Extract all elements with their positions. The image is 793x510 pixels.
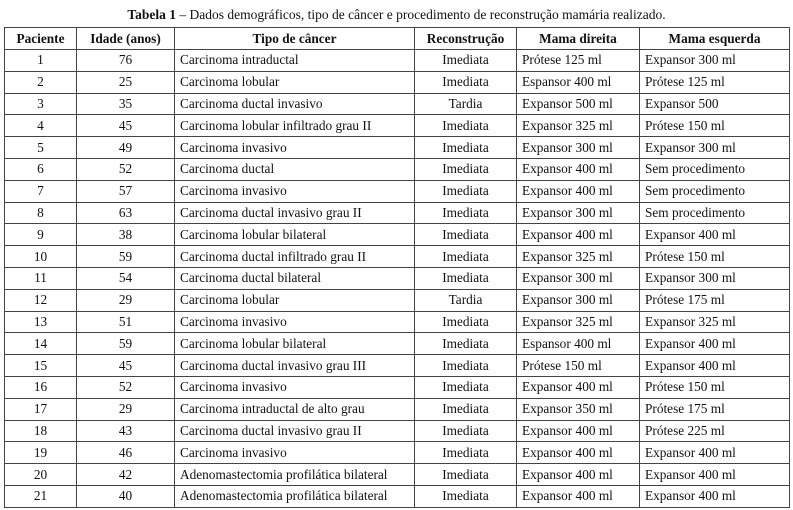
table-row	[5, 333, 790, 355]
cell-reconstrucao: Imediata	[415, 71, 517, 93]
cell-mama-direita: Expansor 325 ml	[517, 246, 640, 268]
header-idade: Idade (anos)	[77, 28, 175, 50]
table-row	[5, 311, 790, 333]
cell-mama-direita: Expansor 325 ml	[517, 115, 640, 137]
table-row	[5, 420, 790, 442]
cell-reconstrucao: Imediata	[415, 50, 517, 72]
table-row	[5, 50, 790, 72]
cell-mama-direita: Expansor 400 ml	[517, 376, 640, 398]
cell-paciente: 2	[5, 71, 77, 93]
cell-mama-esquerda: Expansor 400 ml	[640, 464, 790, 486]
cell-reconstrucao: Imediata	[415, 246, 517, 268]
cell-paciente: 15	[5, 355, 77, 377]
cell-mama-direita: Expansor 400 ml	[517, 420, 640, 442]
cell-tipo-cancer: Carcinoma ductal invasivo grau II	[175, 420, 415, 442]
cell-tipo-cancer: Carcinoma invasivo	[175, 137, 415, 159]
caption-label: Tabela 1	[127, 7, 177, 22]
cell-paciente: 4	[5, 115, 77, 137]
cell-mama-esquerda: Prótese 150 ml	[640, 115, 790, 137]
cell-reconstrucao: Imediata	[415, 115, 517, 137]
cell-paciente: 14	[5, 333, 77, 355]
cell-mama-esquerda: Sem procedimento	[640, 158, 790, 180]
cell-mama-esquerda: Expansor 400 ml	[640, 333, 790, 355]
cell-tipo-cancer: Carcinoma lobular bilateral	[175, 224, 415, 246]
header-tipo-cancer: Tipo de câncer	[175, 28, 415, 50]
table-row	[5, 289, 790, 311]
table-row	[5, 202, 790, 224]
cell-tipo-cancer: Carcinoma lobular	[175, 71, 415, 93]
table-row	[5, 71, 790, 93]
cell-mama-esquerda: Expansor 400 ml	[640, 224, 790, 246]
cell-idade: 59	[77, 333, 175, 355]
cell-reconstrucao: Imediata	[415, 420, 517, 442]
cell-reconstrucao: Tardia	[415, 289, 517, 311]
table-row	[5, 267, 790, 289]
cell-mama-esquerda: Prótese 125 ml	[640, 71, 790, 93]
table-row	[5, 355, 790, 377]
cell-paciente: 11	[5, 267, 77, 289]
cell-tipo-cancer: Adenomastectomia profilática bilateral	[175, 485, 415, 507]
cell-tipo-cancer: Carcinoma ductal invasivo grau II	[175, 202, 415, 224]
cell-paciente: 12	[5, 289, 77, 311]
table-row	[5, 464, 790, 486]
cell-paciente: 5	[5, 137, 77, 159]
cell-reconstrucao: Imediata	[415, 485, 517, 507]
cell-mama-direita: Expansor 300 ml	[517, 137, 640, 159]
cell-paciente: 7	[5, 180, 77, 202]
cell-mama-direita: Expansor 500 ml	[517, 93, 640, 115]
cell-mama-direita: Prótese 125 ml	[517, 50, 640, 72]
table-row	[5, 442, 790, 464]
cell-reconstrucao: Imediata	[415, 376, 517, 398]
cell-reconstrucao: Imediata	[415, 137, 517, 159]
cell-idade: 25	[77, 71, 175, 93]
cell-paciente: 19	[5, 442, 77, 464]
header-mama-esquerda: Mama esquerda	[640, 28, 790, 50]
cell-idade: 63	[77, 202, 175, 224]
cell-idade: 46	[77, 442, 175, 464]
cell-mama-esquerda: Prótese 175 ml	[640, 398, 790, 420]
cell-idade: 51	[77, 311, 175, 333]
cell-reconstrucao: Imediata	[415, 202, 517, 224]
cell-paciente: 18	[5, 420, 77, 442]
cell-paciente: 9	[5, 224, 77, 246]
cell-idade: 29	[77, 289, 175, 311]
cell-reconstrucao: Imediata	[415, 224, 517, 246]
cell-paciente: 21	[5, 485, 77, 507]
cell-idade: 52	[77, 376, 175, 398]
cell-paciente: 10	[5, 246, 77, 268]
demographics-table	[4, 27, 790, 508]
cell-tipo-cancer: Carcinoma intraductal	[175, 50, 415, 72]
cell-idade: 40	[77, 485, 175, 507]
cell-mama-direita: Expansor 300 ml	[517, 267, 640, 289]
caption-text: Dados demográficos, tipo de câncer e procedimento de reconstrução mamária realizado.	[189, 7, 666, 22]
caption-separator: –	[176, 7, 190, 22]
cell-idade: 29	[77, 398, 175, 420]
cell-reconstrucao: Tardia	[415, 93, 517, 115]
cell-mama-direita: Expansor 325 ml	[517, 311, 640, 333]
cell-reconstrucao: Imediata	[415, 333, 517, 355]
table-row	[5, 224, 790, 246]
cell-mama-direita: Expansor 400 ml	[517, 158, 640, 180]
cell-paciente: 13	[5, 311, 77, 333]
cell-tipo-cancer: Carcinoma invasivo	[175, 442, 415, 464]
cell-paciente: 20	[5, 464, 77, 486]
header-mama-direita: Mama direita	[517, 28, 640, 50]
cell-tipo-cancer: Carcinoma ductal	[175, 158, 415, 180]
cell-reconstrucao: Imediata	[415, 311, 517, 333]
cell-mama-direita: Prótese 150 ml	[517, 355, 640, 377]
cell-paciente: 3	[5, 93, 77, 115]
table-row	[5, 93, 790, 115]
cell-tipo-cancer: Carcinoma ductal invasivo	[175, 93, 415, 115]
header-reconstrucao: Reconstrução	[415, 28, 517, 50]
cell-paciente: 8	[5, 202, 77, 224]
cell-idade: 57	[77, 180, 175, 202]
cell-mama-esquerda: Sem procedimento	[640, 180, 790, 202]
cell-idade: 42	[77, 464, 175, 486]
cell-mama-esquerda: Prótese 225 ml	[640, 420, 790, 442]
cell-mama-esquerda: Prótese 175 ml	[640, 289, 790, 311]
cell-paciente: 1	[5, 50, 77, 72]
cell-mama-esquerda: Expansor 300 ml	[640, 137, 790, 159]
cell-reconstrucao: Imediata	[415, 158, 517, 180]
cell-idade: 52	[77, 158, 175, 180]
cell-idade: 59	[77, 246, 175, 268]
cell-mama-direita: Expansor 400 ml	[517, 224, 640, 246]
cell-paciente: 6	[5, 158, 77, 180]
cell-idade: 49	[77, 137, 175, 159]
table-caption	[0, 7, 793, 23]
cell-tipo-cancer: Carcinoma invasivo	[175, 311, 415, 333]
cell-mama-direita: Expansor 400 ml	[517, 485, 640, 507]
cell-idade: 45	[77, 355, 175, 377]
table-row	[5, 398, 790, 420]
cell-mama-esquerda: Expansor 325 ml	[640, 311, 790, 333]
cell-mama-esquerda: Expansor 400 ml	[640, 355, 790, 377]
cell-mama-esquerda: Expansor 300 ml	[640, 267, 790, 289]
cell-mama-esquerda: Expansor 500	[640, 93, 790, 115]
cell-tipo-cancer: Carcinoma lobular	[175, 289, 415, 311]
cell-idade: 43	[77, 420, 175, 442]
cell-paciente: 17	[5, 398, 77, 420]
table-row	[5, 158, 790, 180]
cell-paciente: 16	[5, 376, 77, 398]
cell-mama-esquerda: Prótese 150 ml	[640, 376, 790, 398]
table-header-row	[5, 28, 790, 50]
cell-mama-esquerda: Expansor 400 ml	[640, 485, 790, 507]
cell-idade: 45	[77, 115, 175, 137]
cell-reconstrucao: Imediata	[415, 442, 517, 464]
cell-mama-direita: Expansor 300 ml	[517, 202, 640, 224]
table-row	[5, 376, 790, 398]
cell-tipo-cancer: Carcinoma ductal infiltrado grau II	[175, 246, 415, 268]
cell-idade: 54	[77, 267, 175, 289]
cell-reconstrucao: Imediata	[415, 180, 517, 202]
table-row	[5, 115, 790, 137]
header-paciente: Paciente	[5, 28, 77, 50]
cell-tipo-cancer: Adenomastectomia profilática bilateral	[175, 464, 415, 486]
cell-mama-direita: Expansor 400 ml	[517, 180, 640, 202]
cell-mama-direita: Espansor 400 ml	[517, 71, 640, 93]
cell-idade: 38	[77, 224, 175, 246]
cell-reconstrucao: Imediata	[415, 398, 517, 420]
cell-reconstrucao: Imediata	[415, 267, 517, 289]
cell-tipo-cancer: Carcinoma ductal bilateral	[175, 267, 415, 289]
cell-tipo-cancer: Carcinoma lobular bilateral	[175, 333, 415, 355]
cell-tipo-cancer: Carcinoma lobular infiltrado grau II	[175, 115, 415, 137]
cell-tipo-cancer: Carcinoma ductal invasivo grau III	[175, 355, 415, 377]
cell-mama-direita: Expansor 400 ml	[517, 442, 640, 464]
table-row	[5, 180, 790, 202]
cell-mama-esquerda: Expansor 400 ml	[640, 442, 790, 464]
cell-mama-esquerda: Prótese 150 ml	[640, 246, 790, 268]
cell-mama-direita: Expansor 400 ml	[517, 464, 640, 486]
cell-tipo-cancer: Carcinoma intraductal de alto grau	[175, 398, 415, 420]
cell-reconstrucao: Imediata	[415, 355, 517, 377]
cell-mama-direita: Expansor 300 ml	[517, 289, 640, 311]
table-body	[5, 50, 790, 508]
table-row	[5, 246, 790, 268]
cell-reconstrucao: Imediata	[415, 464, 517, 486]
table-row	[5, 485, 790, 507]
table-row	[5, 137, 790, 159]
cell-mama-direita: Espansor 400 ml	[517, 333, 640, 355]
cell-tipo-cancer: Carcinoma invasivo	[175, 180, 415, 202]
cell-idade: 76	[77, 50, 175, 72]
cell-mama-direita: Expansor 350 ml	[517, 398, 640, 420]
cell-mama-esquerda: Sem procedimento	[640, 202, 790, 224]
cell-mama-esquerda: Expansor 300 ml	[640, 50, 790, 72]
cell-idade: 35	[77, 93, 175, 115]
cell-tipo-cancer: Carcinoma invasivo	[175, 376, 415, 398]
